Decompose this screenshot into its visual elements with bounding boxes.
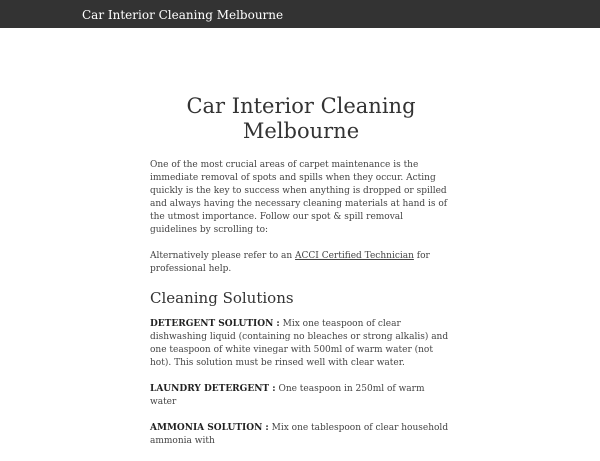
ammonia-solution-text: Mix one tablespoon of clear household ammonia with (150, 423, 449, 446)
detergent-solution-paragraph (150, 318, 452, 370)
laundry-detergent-text: One teaspoon in 250ml of warm water (150, 384, 425, 407)
acci-technician-link[interactable]: ACCI Certified Technician (295, 251, 414, 261)
site-header (0, 0, 600, 28)
site-title-link[interactable]: Car Interior Cleaning Melbourne (82, 8, 284, 22)
cleaning-solutions-heading: Cleaning Solutions (150, 289, 294, 307)
detergent-solution-term: DETERGENT SOLUTION : (150, 319, 280, 329)
page-title: Car Interior Cleaning Melbourne (186, 94, 416, 143)
alternative-text-suffix: for professional help. (150, 251, 430, 274)
detergent-solution-text: Mix one teaspoon of clear dishwashing liquid (containing no bleaches or strong alkalis) and one teaspoon of white vinegar with 500ml of warm water (not hot). This solution must be rinsed well with clear water. (150, 319, 449, 368)
ammonia-solution-paragraph (150, 422, 452, 448)
intro-paragraph: One of the most crucial areas of carpet maintenance is the immediate removal of spots and spills when they occur. Acting quickly is the key to success when anything is dropped or spilled and always having the necessary cleaning materials at hand is of the utmost importance. Follow our spot & spill removal guidelines by scrolling to: (150, 160, 448, 235)
ammonia-solution-term: AMMONIA SOLUTION : (150, 423, 269, 433)
main-content (150, 94, 452, 461)
laundry-detergent-term: LAUNDRY DETERGENT : (150, 384, 276, 394)
alternative-text-prefix: Alternatively please refer to an (150, 251, 296, 261)
alternative-paragraph (150, 250, 452, 276)
laundry-detergent-paragraph (150, 383, 452, 409)
